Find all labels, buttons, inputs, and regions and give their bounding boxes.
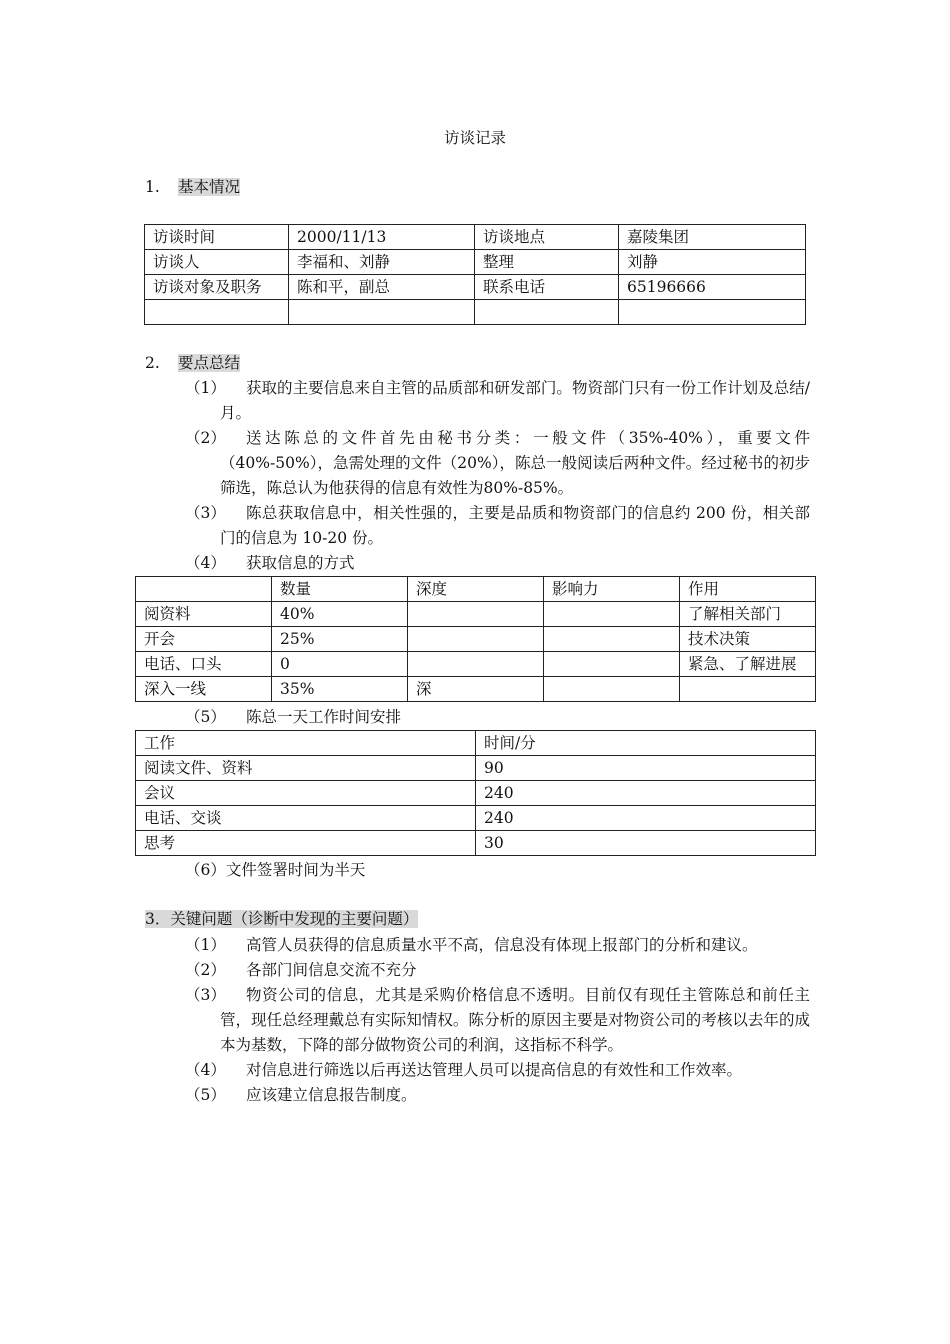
table-cell: 深 xyxy=(408,677,544,702)
list-item-text: 陈总一天工作时间安排 xyxy=(246,708,402,726)
table-row xyxy=(136,806,816,831)
table-cell: 李福和、刘静 xyxy=(289,250,475,275)
table-cell: 了解相关部门 xyxy=(680,602,816,627)
list-item xyxy=(185,705,401,730)
table-cell: 思考 xyxy=(136,831,476,856)
table-header-cell xyxy=(136,577,272,602)
list-item-text: 陈总获取信息中，相关性强的，主要是品质和物资部门的信息约 200 份，相关部门的信息为 10-20 份。 xyxy=(220,504,810,547)
list-item-label: （2） xyxy=(185,429,226,447)
list-item xyxy=(185,376,810,426)
table-cell xyxy=(408,627,544,652)
table-header-cell: 工作 xyxy=(136,731,476,756)
table-cell xyxy=(544,602,680,627)
table-header-cell: 影响力 xyxy=(544,577,680,602)
table-cell: 深入一线 xyxy=(136,677,272,702)
table-cell xyxy=(680,677,816,702)
table-cell: 90 xyxy=(476,756,816,781)
list-item xyxy=(185,983,810,1058)
list-item-label: （1） xyxy=(185,936,226,954)
table-cell xyxy=(544,652,680,677)
table-row xyxy=(136,677,816,702)
list-item-text: 对信息进行筛选以后再送达管理人员可以提高信息的有效性和工作效率。 xyxy=(246,1061,743,1079)
table-cell xyxy=(544,677,680,702)
list-item xyxy=(185,1058,742,1083)
section2-title: 要点总结 xyxy=(178,354,241,372)
list-item xyxy=(185,551,355,576)
table-cell: 嘉陵集团 xyxy=(619,225,806,250)
list-item-text: 送达陈总的文件首先由秘书分类：一般文件（35%-40%），重要文件（40%-50%），急需处理的文件（20%），陈总一般阅读后两种文件。经过秘书的初步筛选，陈总认为他获得的信息有效性为80%-85%。 xyxy=(220,429,810,497)
table-cell: 电话、交谈 xyxy=(136,806,476,831)
table-row xyxy=(136,652,816,677)
list-item-label: （3） xyxy=(185,504,226,522)
list-item: （6）文件签署时间为半天 xyxy=(185,861,366,879)
list-item-label: （4） xyxy=(185,1061,226,1079)
table-header-row xyxy=(136,577,816,602)
table-row xyxy=(136,756,816,781)
table-row xyxy=(136,602,816,627)
table-cell xyxy=(475,300,619,325)
table-cell: 35% xyxy=(272,677,408,702)
table-cell: 阅读文件、资料 xyxy=(136,756,476,781)
list-item-label: （5） xyxy=(185,1086,226,1104)
list-item-text: 应该建立信息报告制度。 xyxy=(246,1086,417,1104)
list-item-label: （2） xyxy=(185,961,226,979)
list-item-label: （3） xyxy=(185,986,226,1004)
list-item xyxy=(185,958,417,983)
table-cell: 25% xyxy=(272,627,408,652)
table-cell: 联系电话 xyxy=(475,275,619,300)
document-title: 访谈记录 xyxy=(443,129,506,147)
list-item-text: 物资公司的信息，尤其是采购价格信息不透明。目前仅有现任主管陈总和前任主管，现任总经理戴总有实际知情权。陈分析的原因主要是对物资公司的考核以去年的成本为基数，下降的部分做物资公司的利润，这指标不科学。 xyxy=(220,986,810,1054)
table-cell: 访谈人 xyxy=(145,250,289,275)
table-row xyxy=(136,781,816,806)
table-cell: 65196666 xyxy=(619,275,806,300)
table-cell: 会议 xyxy=(136,781,476,806)
section1-number: 1. xyxy=(145,178,160,196)
list-item xyxy=(185,426,810,501)
table-cell: 访谈时间 xyxy=(145,225,289,250)
table-header-row xyxy=(136,731,816,756)
table-cell: 2000/11/13 xyxy=(289,225,475,250)
table-row xyxy=(145,300,806,325)
list-item-label: （5） xyxy=(185,708,226,726)
table-cell: 整理 xyxy=(475,250,619,275)
list-item xyxy=(185,501,810,551)
table-cell: 电话、口头 xyxy=(136,652,272,677)
section2-number: 2. xyxy=(145,354,160,372)
table-cell: 240 xyxy=(476,781,816,806)
table-header-cell: 时间/分 xyxy=(476,731,816,756)
list-item-text: 获取信息的方式 xyxy=(246,554,355,572)
list-item xyxy=(185,1083,417,1108)
table-cell: 240 xyxy=(476,806,816,831)
table-header-cell: 作用 xyxy=(680,577,816,602)
table-cell xyxy=(544,627,680,652)
list-item-label: （1） xyxy=(185,379,226,397)
table-cell: 40% xyxy=(272,602,408,627)
section3-title: 3．关键问题（诊断中发现的主要问题） xyxy=(145,910,419,928)
table-header-cell: 深度 xyxy=(408,577,544,602)
table-cell: 刘静 xyxy=(619,250,806,275)
table-row xyxy=(145,225,806,250)
table-cell xyxy=(289,300,475,325)
table-cell: 阅资料 xyxy=(136,602,272,627)
table-row xyxy=(136,831,816,856)
table-cell xyxy=(145,300,289,325)
list-item-label: （4） xyxy=(185,554,226,572)
section1-heading xyxy=(145,175,240,200)
table-header-cell: 数量 xyxy=(272,577,408,602)
table-cell: 30 xyxy=(476,831,816,856)
table-cell: 技术决策 xyxy=(680,627,816,652)
table-row xyxy=(136,627,816,652)
section2-heading xyxy=(145,351,240,376)
table-cell xyxy=(619,300,806,325)
info-methods-table xyxy=(135,576,816,702)
table-cell xyxy=(408,602,544,627)
section1-title: 基本情况 xyxy=(178,178,241,196)
table-cell: 访谈对象及职务 xyxy=(145,275,289,300)
list-item xyxy=(185,933,758,958)
section3-heading xyxy=(145,907,418,932)
table-cell: 陈和平，副总 xyxy=(289,275,475,300)
table-cell: 开会 xyxy=(136,627,272,652)
schedule-table xyxy=(135,730,816,856)
table-cell xyxy=(408,652,544,677)
table-row xyxy=(145,250,806,275)
list-item-text: 高管人员获得的信息质量水平不高，信息没有体现上报部门的分析和建议。 xyxy=(246,936,758,954)
table-cell: 0 xyxy=(272,652,408,677)
table-row xyxy=(145,275,806,300)
table-cell: 访谈地点 xyxy=(475,225,619,250)
list-item-text: 各部门间信息交流不充分 xyxy=(246,961,417,979)
table-cell: 紧急、了解进展 xyxy=(680,652,816,677)
basic-info-table xyxy=(144,224,806,325)
list-item-text: 获取的主要信息来自主管的品质部和研发部门。物资部门只有一份工作计划及总结/月。 xyxy=(220,379,810,422)
